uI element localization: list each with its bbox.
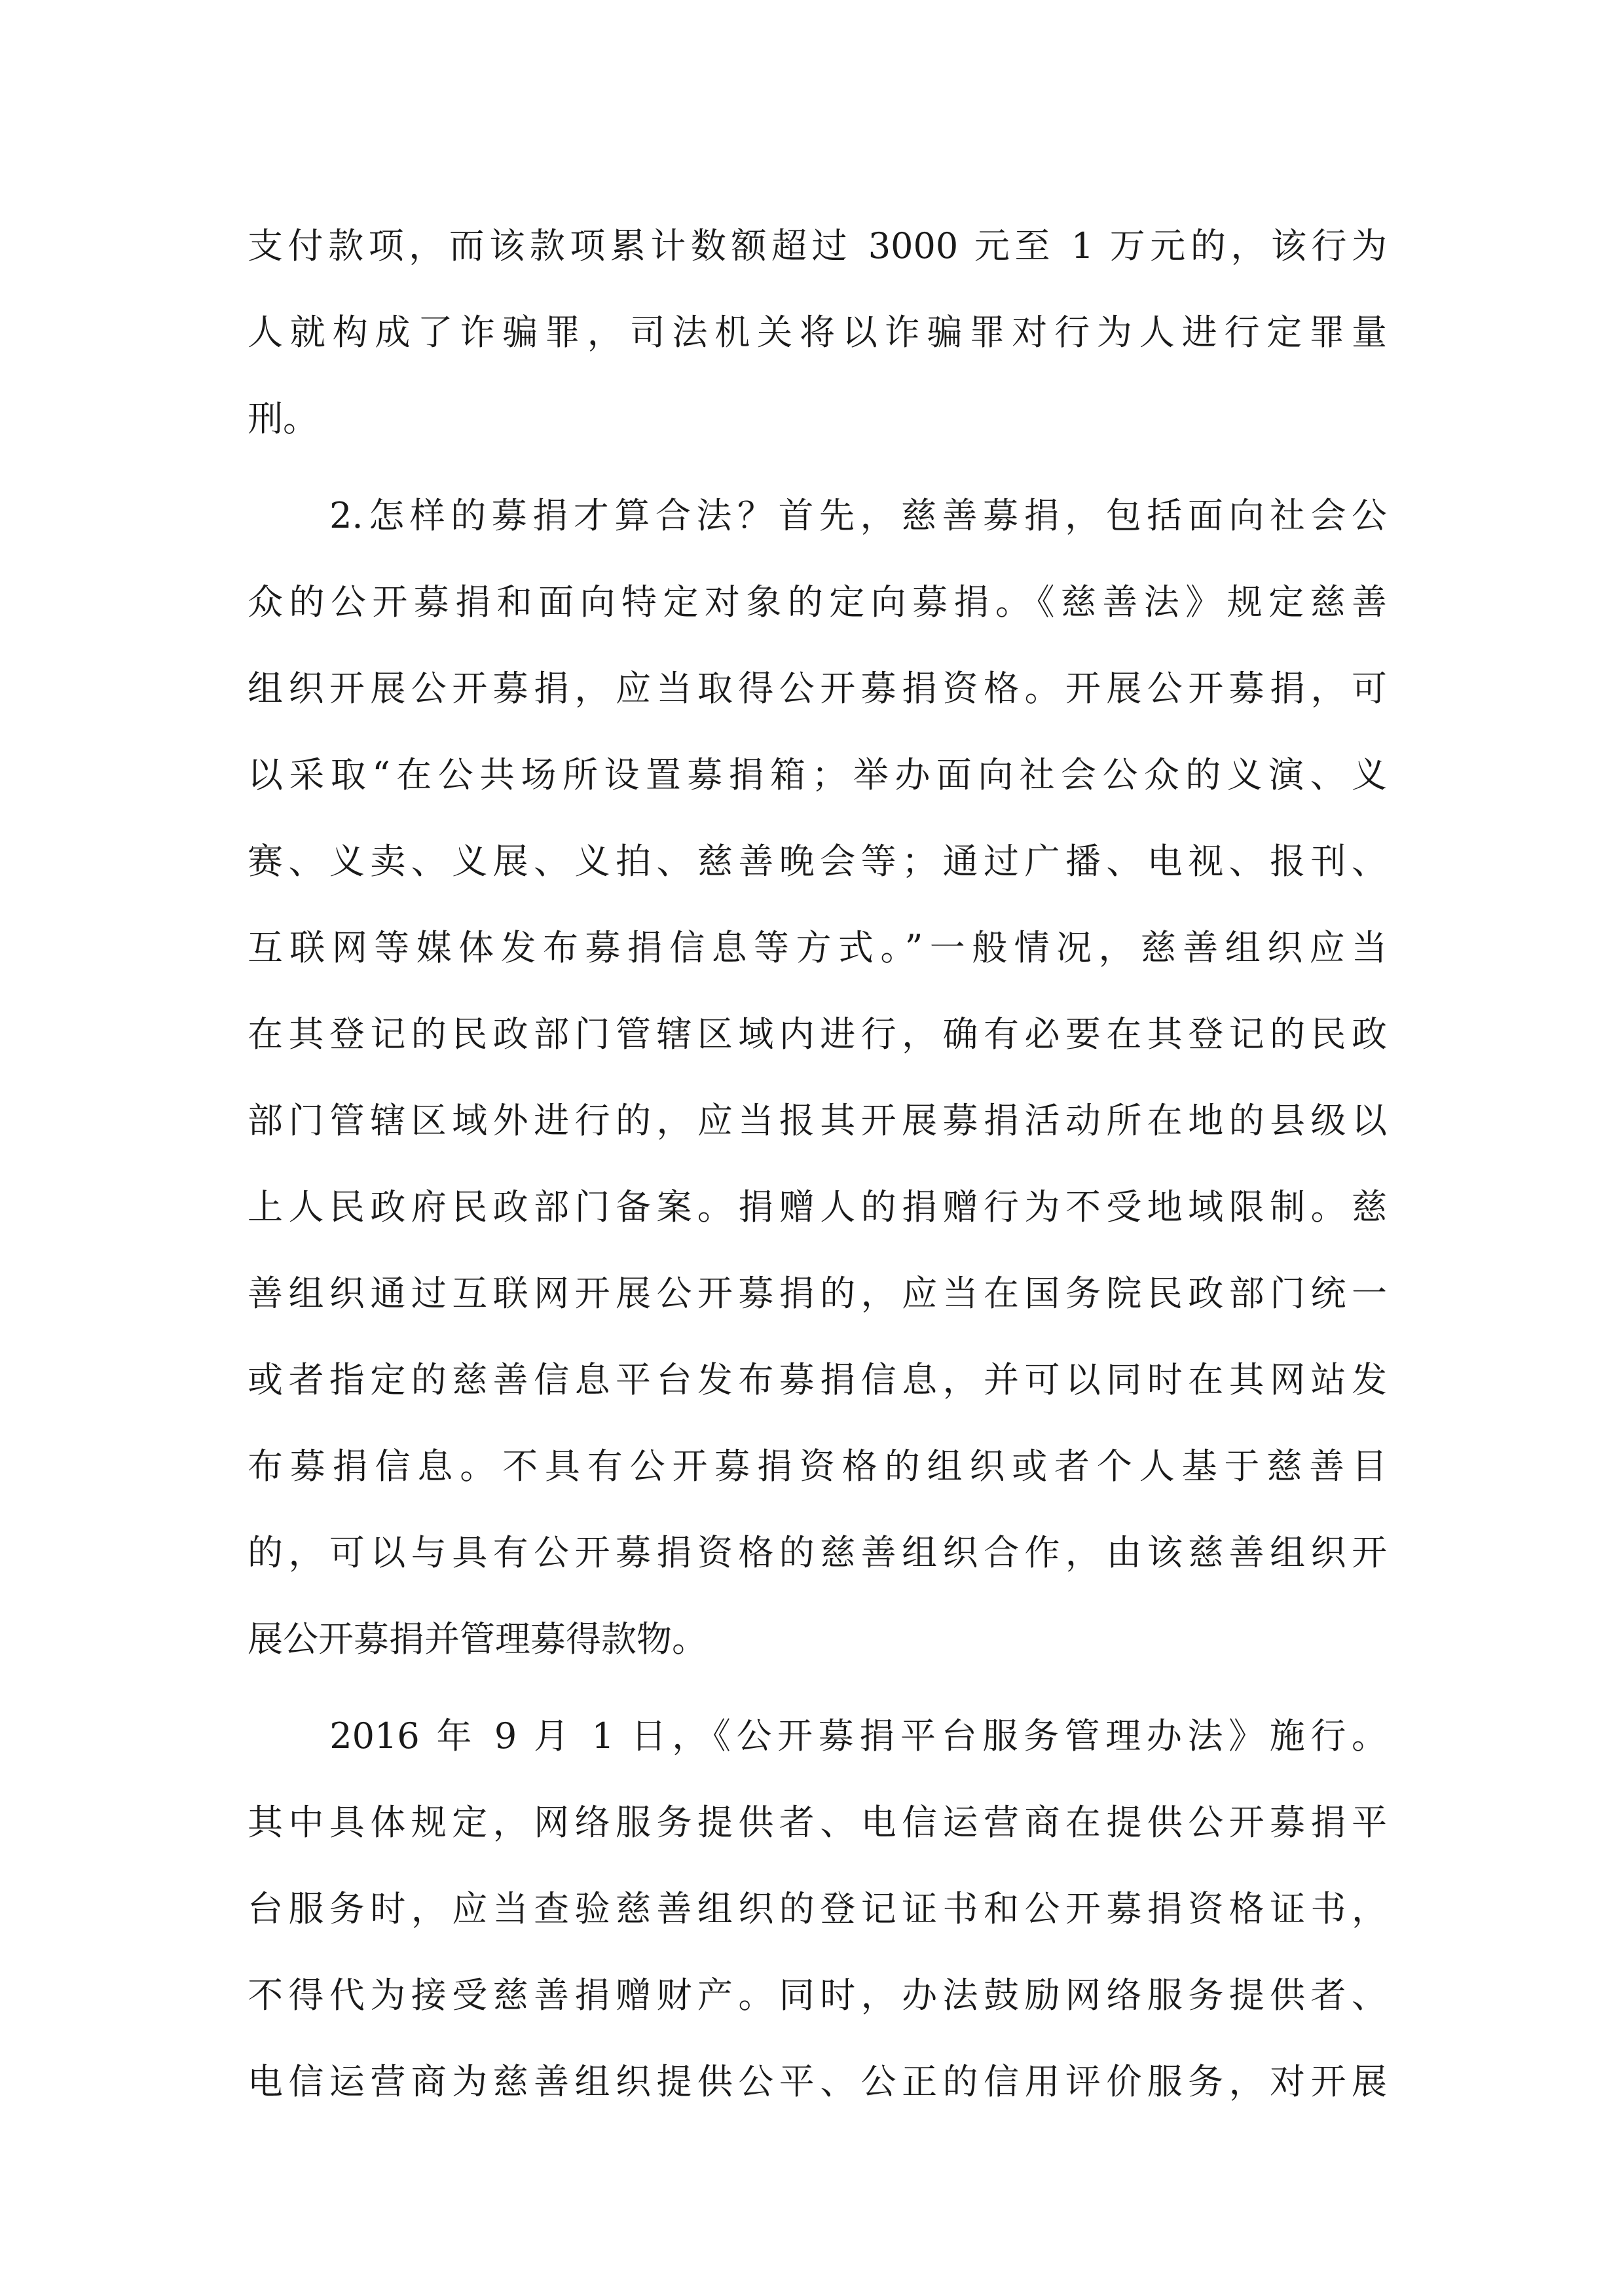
text-line: 2016 年 9 月 1 日，《公开募捐平台服务管理办法》施行。 [248, 1715, 1387, 1757]
text-line: 在其登记的民政部门管辖区域内进行，确有必要在其登记的民政 [248, 1013, 1387, 1055]
text-line: 上人民政府民政部门备案。捐赠人的捐赠行为不受地域限制。慈 [248, 1186, 1387, 1228]
text-line: 善组织通过互联网开展公开募捐的，应当在国务院民政部门统一 [248, 1273, 1387, 1314]
text-line: 的，可以与具有公开募捐资格的慈善组织合作，由该慈善组织开 [248, 1532, 1387, 1573]
text-line: 展公开募捐并管理募得款物。 [248, 1618, 707, 1660]
text-line: 众的公开募捐和面向特定对象的定向募捐。《慈善法》规定慈善 [248, 581, 1387, 623]
text-line: 其中具体规定，网络服务提供者、电信运营商在提供公开募捐平 [248, 1802, 1387, 1843]
text-line: 以采取“在公共场所设置募捐箱；举办面向社会公众的义演、义 [248, 754, 1387, 795]
text-line: 人就构成了诈骗罪，司法机关将以诈骗罪对行为人进行定罪量 [248, 312, 1387, 353]
paragraph-1 [248, 203, 1387, 462]
text-line: 布募捐信息。不具有公开募捐资格的组织或者个人基于慈善目 [248, 1446, 1387, 1487]
text-line: 支付款项，而该款项累计数额超过 3000 元至 1 万元的，该行为 [248, 225, 1387, 266]
text-line: 台服务时，应当查验慈善组织的登记证书和公开募捐资格证书， [248, 1888, 1387, 1929]
text-line: 部门管辖区域外进行的，应当报其开展募捐活动所在地的县级以 [248, 1100, 1387, 1141]
paragraph-2 [248, 473, 1387, 1683]
text-line: 2.怎样的募捐才算合法？首先，慈善募捐，包括面向社会公 [248, 495, 1387, 536]
text-line: 互联网等媒体发布募捐信息等方式。”一般情况，慈善组织应当 [248, 927, 1387, 968]
document-body [248, 203, 1387, 2125]
text-line: 组织开展公开募捐，应当取得公开募捐资格。开展公开募捐，可 [248, 668, 1387, 709]
text-line: 不得代为接受慈善捐赠财产。同时，办法鼓励网络服务提供者、 [248, 1975, 1387, 2016]
text-line: 刑。 [248, 398, 318, 439]
text-line: 或者指定的慈善信息平台发布募捐信息，并可以同时在其网站发 [248, 1359, 1387, 1400]
text-line: 电信运营商为慈善组织提供公平、公正的信用评价服务，对开展 [248, 2061, 1387, 2102]
paragraph-3 [248, 1693, 1387, 2125]
text-line: 赛、义卖、义展、义拍、慈善晚会等；通过广播、电视、报刊、 [248, 841, 1387, 882]
